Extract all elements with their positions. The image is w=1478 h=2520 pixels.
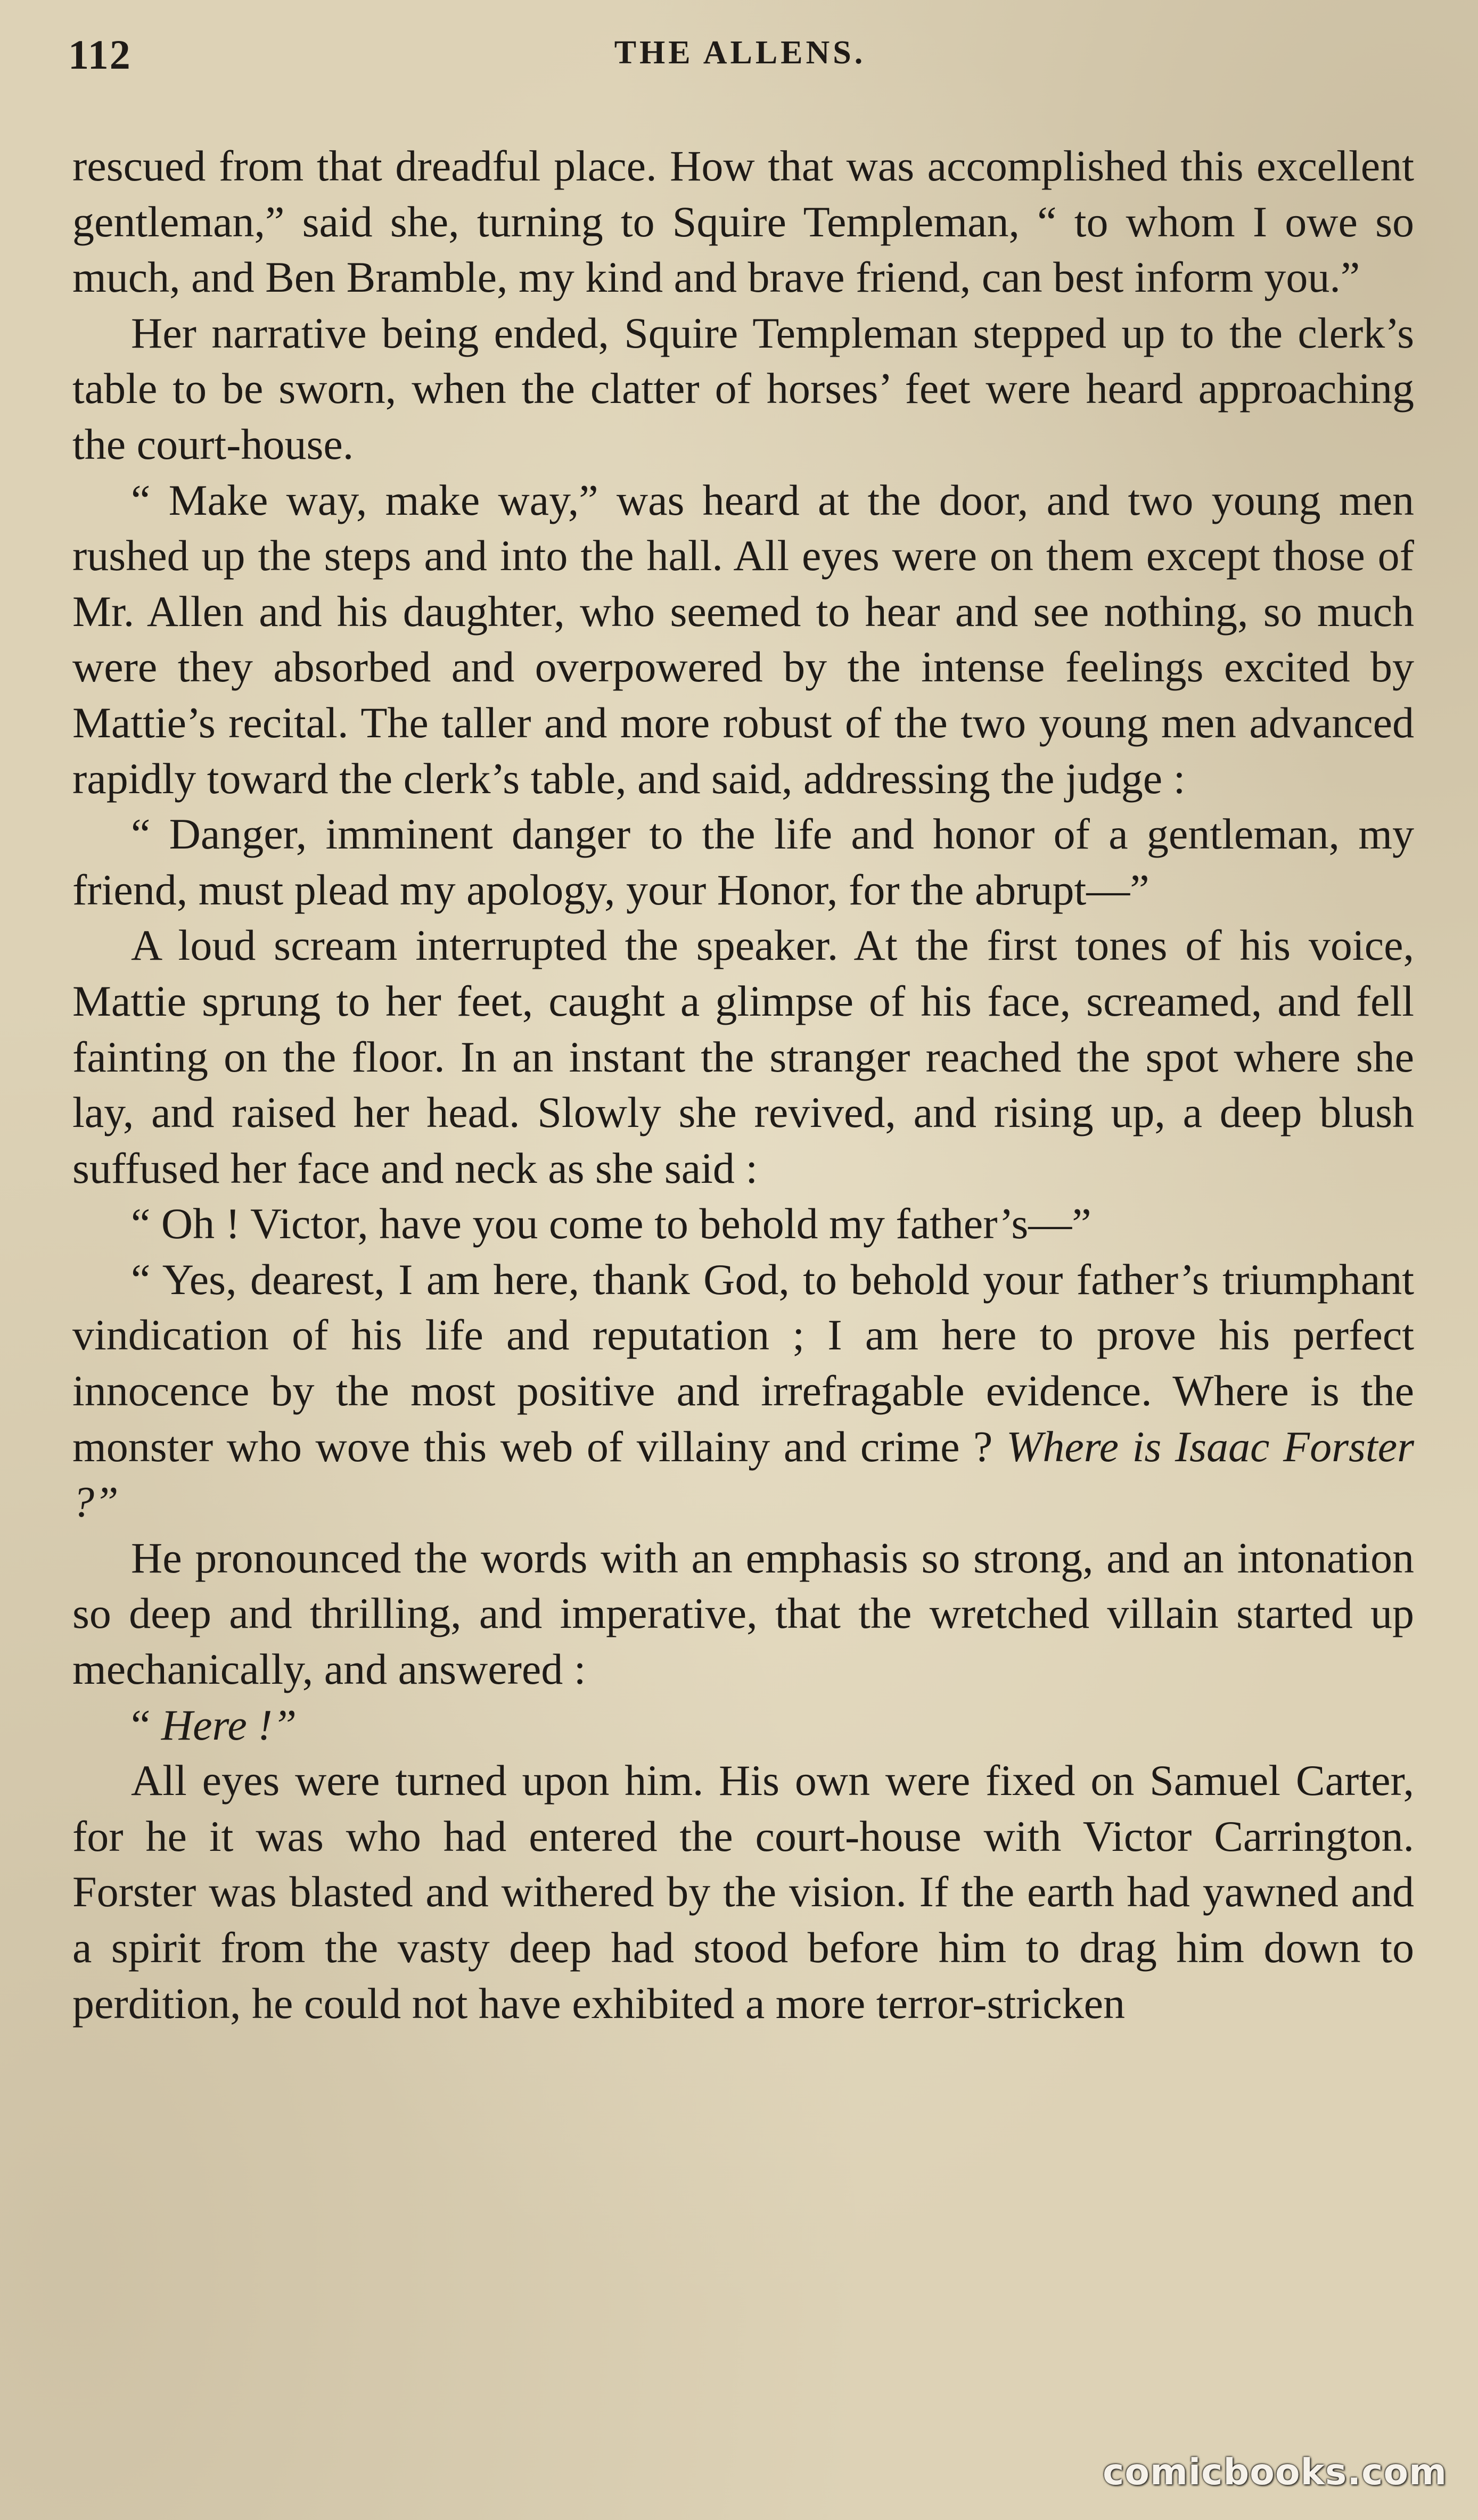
paragraph [72, 1698, 1414, 1753]
body-text [72, 138, 1414, 2031]
paragraph-text: “ Make way, make way,” was heard at the door, and two young men rushed up the steps and into the hall. All eyes were on them except those of Mr. Allen and his daughter, who seemed to hear and see nothing, so much were they absorbed and overpowered by the intense feelings excited by Mattie’s recital. The taller and more robust of the two young men advanced rapidly toward the clerk’s table, and said, addressing the judge : [72, 475, 1414, 803]
paragraph-text: “ Danger, imminent danger to the life and honor of a gentleman, my friend, must plead my apology, your Honor, for the abrupt—” [72, 810, 1414, 914]
paragraph [72, 1530, 1414, 1698]
paragraph [72, 473, 1414, 807]
paragraph [72, 1252, 1414, 1530]
paragraph-italic-text: Where is Isaac Forster ?” [72, 1422, 1415, 1527]
paragraph-text: “ Yes, dearest, I am here, thank God, to behold your father’s triumphant vindication of his life and reputation ; I am here to prove his perfect innocence by the most positive and irrefragable evidence. Where is the monster who wove this web of villainy and crime ? [72, 1255, 1414, 1471]
paragraph [72, 306, 1414, 473]
paragraph-text: A loud scream interrupted the speaker. At the first tones of his voice, Mattie sprung to her feet, caught a glimpse of his face, screamed, and fell fainting on the floor. In an instant the stranger reached the spot where she lay, and raised her head. Slowly she revived, and rising up, a deep blush suffused her face and neck as she said : [72, 921, 1414, 1192]
paragraph-text: rescued from that dreadful place. How that was accomplished this excellent gentleman,” said she, turning to Squire Templeman, “ to whom I owe so much, and Ben Bramble, my kind and brave friend, can best inform you.” [72, 142, 1414, 302]
paragraph [72, 918, 1414, 1196]
paragraph [72, 1196, 1414, 1252]
page-header [68, 26, 1412, 89]
paragraph-text: “ [131, 1700, 151, 1749]
paragraph-italic-text: Here !” [161, 1700, 297, 1749]
paragraph [72, 138, 1414, 306]
watermark: comicbooks.com [1102, 2451, 1447, 2493]
page-number: 112 [68, 31, 132, 78]
paragraph-text: “ Oh ! Victor, have you come to behold my father’s—” [131, 1199, 1091, 1248]
paragraph-text: He pronounced the words with an emphasis so strong, and an intonation so deep and thrilling, and imperative, that the wretched villain started up mechanically, and answered : [72, 1533, 1414, 1694]
paragraph-text: All eyes were turned upon him. His own were fixed on Samuel Carter, for he it was who had entered the court-house with Victor Carrington. Forster was blasted and withered by the vision. If the earth had yawned and a spirit from the vasty deep had stood before him to drag him down to perdition, he could not have exhibited a more terror-stricken [72, 1756, 1414, 2028]
paragraph-text: Her narrative being ended, Squire Templeman stepped up to the clerk’s table to be sworn, when the clatter of horses’ feet were heard approaching the court-house. [72, 308, 1414, 468]
paragraph [72, 806, 1414, 918]
paragraph [72, 1753, 1414, 2031]
running-head: THE ALLENS. [614, 35, 866, 71]
